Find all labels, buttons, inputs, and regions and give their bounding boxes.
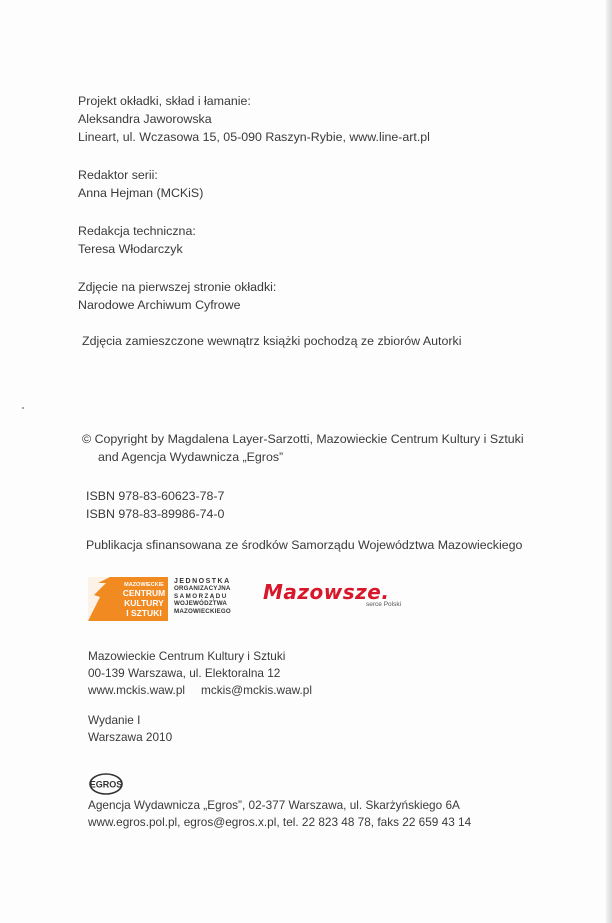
jo-label <box>174 578 244 618</box>
mckis-logo-line-3: KULTURY <box>124 598 164 608</box>
mazowsze-logo <box>263 580 413 616</box>
funding-text: Publikacja sfinansowana ze środków Samorządu Województwa Mazowieckiego <box>86 538 523 552</box>
technical-editor <box>78 222 196 258</box>
jo-line-2: ORGANIZACYJNA <box>174 585 231 593</box>
jo-line-5: MAZOWIECKIEGO <box>174 607 231 615</box>
copyright-line-2: and Agencja Wydawnicza „Egros” <box>98 450 284 464</box>
isbn-1: ISBN 978-83-60623-78-7 <box>86 489 225 503</box>
egros-logo-word: EGROS <box>89 779 123 790</box>
cover-address: Lineart, ul. Wczasowa 15, 05-090 Raszyn-Rybie, www.line-art.pl <box>78 130 430 144</box>
series-editor-label: Redaktor serii: <box>78 168 158 182</box>
photos-note-text: Zdjęcia zamieszczone wewnątrz książki pochodzą ze zbiorów Autorki <box>82 334 462 348</box>
mckis-name: Mazowieckie Centrum Kultury i Sztuki <box>88 649 286 663</box>
cover-photo <box>78 278 276 314</box>
photos-note <box>82 332 461 350</box>
page-edge <box>606 0 612 923</box>
series-editor <box>78 166 203 202</box>
mckis-www: www.mckis.waw.pl <box>88 683 186 697</box>
mckis-logo-line-2: CENTRUM <box>122 588 166 598</box>
egros-contact <box>88 797 471 831</box>
edition-line-1: Wydanie I <box>88 713 141 727</box>
mckis-email: mckis@mckis.waw.pl <box>201 683 312 697</box>
series-editor-name: Anna Hejman (MCKiS) <box>78 186 204 200</box>
cover-label: Projekt okładki, skład i łamanie: <box>78 94 251 108</box>
funding <box>86 536 522 554</box>
mckis-address: 00-139 Warszawa, ul. Elektoralna 12 <box>88 666 281 680</box>
mckis-contact <box>88 648 312 699</box>
mazowsze-word: Mazowsze. <box>263 580 390 604</box>
edition-line-2: Warszawa 2010 <box>88 730 173 744</box>
mckis-logo <box>88 577 168 621</box>
isbn-2: ISBN 978-83-89986-74-0 <box>86 507 225 521</box>
mckis-logo-line-1: MAZOWIECKIE <box>124 582 164 588</box>
cover-credits <box>78 92 430 146</box>
egros-logo <box>88 772 124 796</box>
cover-designer: Aleksandra Jaworowska <box>78 112 212 126</box>
cover-photo-label: Zdjęcie na pierwszej stronie okładki: <box>78 280 277 294</box>
edition <box>88 712 172 746</box>
egros-line-2: www.egros.pol.pl, egros@egros.x.pl, tel. 22 823 48 78, faks 22 659 43 14 <box>88 815 472 829</box>
mazowsze-subtitle: serce Polski <box>366 601 402 608</box>
isbn-list <box>86 487 224 523</box>
copyright <box>82 430 524 466</box>
copyright-line-1: © Copyright by Magdalena Layer-Sarzotti, Mazowieckie Centrum Kultury i Sztuki <box>82 432 524 446</box>
egros-line-1: Agencja Wydawnicza „Egros”, 02-377 Warszawa, ul. Skarżyńskiego 6A <box>88 798 460 812</box>
jo-line-4: WOJEWÓDZTWA <box>174 600 228 608</box>
jo-line-1: JEDNOSTKA <box>174 578 231 585</box>
jo-line-3: SAMORZĄDU <box>174 592 228 600</box>
technical-editor-name: Teresa Włodarczyk <box>78 242 183 256</box>
technical-editor-label: Redakcja techniczna: <box>78 224 196 238</box>
cover-photo-source: Narodowe Archiwum Cyfrowe <box>78 298 241 312</box>
page-speck <box>22 407 24 409</box>
mckis-logo-line-4: I SZTUKI <box>126 608 162 618</box>
